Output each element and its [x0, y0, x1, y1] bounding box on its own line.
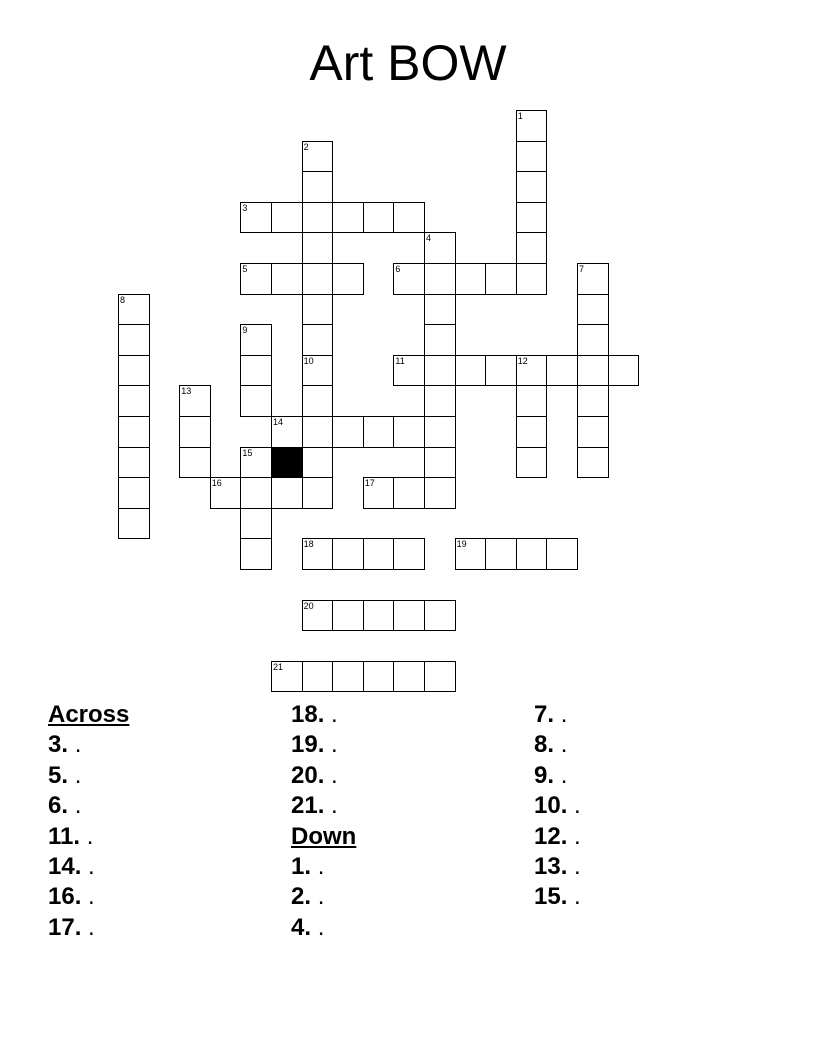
- clue-text: .: [74, 731, 82, 759]
- grid-cell[interactable]: [546, 355, 578, 387]
- clue-section-header: Down: [291, 822, 357, 850]
- clue-text: .: [574, 883, 581, 911]
- grid-cell[interactable]: [485, 355, 517, 387]
- grid-cell[interactable]: [516, 538, 548, 570]
- clue-number: 21.: [291, 792, 332, 820]
- grid-cell[interactable]: [577, 263, 609, 295]
- clue-item: [291, 791, 356, 821]
- clues-column-2: [291, 700, 356, 943]
- cell-number: 5: [242, 264, 248, 274]
- grid-cell[interactable]: [240, 508, 272, 540]
- clue-item: [291, 852, 356, 882]
- clue-text: .: [317, 883, 325, 911]
- cell-number: 19: [456, 539, 467, 550]
- grid-cell[interactable]: [424, 355, 456, 387]
- grid-cell[interactable]: [332, 202, 364, 234]
- clue-text: .: [88, 913, 95, 941]
- grid-cell[interactable]: [302, 538, 334, 570]
- grid-cell[interactable]: [118, 508, 150, 540]
- grid-cell[interactable]: [516, 202, 548, 234]
- grid-cell[interactable]: [302, 324, 334, 356]
- clue-number: 2.: [291, 883, 318, 911]
- grid-cell[interactable]: [271, 477, 303, 509]
- clue-text: .: [331, 792, 338, 820]
- grid-cell[interactable]: [302, 263, 334, 295]
- clue-item: [534, 730, 581, 760]
- grid-cell[interactable]: [332, 661, 364, 693]
- clue-number: 9.: [534, 761, 561, 789]
- grid-cell[interactable]: [455, 538, 487, 570]
- grid-cell[interactable]: [393, 355, 425, 387]
- clue-item: [48, 822, 129, 852]
- clue-text: .: [74, 761, 82, 789]
- grid-cell[interactable]: [332, 263, 364, 295]
- grid-cell[interactable]: [393, 477, 425, 509]
- cell-number: 18: [303, 539, 314, 550]
- grid-cell[interactable]: [363, 477, 395, 509]
- grid-cell[interactable]: [516, 141, 548, 173]
- grid-cell[interactable]: [455, 355, 487, 387]
- grid-cell[interactable]: [424, 263, 456, 295]
- cell-number: 12: [517, 355, 528, 366]
- grid-cell[interactable]: [363, 416, 395, 448]
- grid-cell[interactable]: [577, 416, 609, 448]
- grid-cell[interactable]: [455, 263, 487, 295]
- grid-cell[interactable]: [424, 477, 456, 509]
- clue-item: [534, 700, 581, 730]
- clue-number: 18.: [291, 701, 332, 728]
- grid-cell[interactable]: [302, 600, 334, 632]
- grid-cell[interactable]: [393, 600, 425, 632]
- grid-cell[interactable]: [240, 263, 272, 295]
- clue-number: 13.: [534, 852, 575, 880]
- clues-column-3: [534, 700, 581, 913]
- clue-text: .: [86, 822, 94, 850]
- clue-number: 3.: [48, 731, 75, 759]
- grid-cell[interactable]: [271, 263, 303, 295]
- cell-number: 7: [579, 264, 585, 274]
- cell-number: 4: [426, 233, 432, 244]
- puzzle-title: Art BOW: [309, 35, 507, 91]
- cell-number: 21: [273, 661, 284, 672]
- grid-cell[interactable]: [393, 416, 425, 448]
- grid-cell[interactable]: [332, 538, 364, 570]
- clue-item: [534, 882, 581, 912]
- clues-column-1: [48, 700, 129, 943]
- clue-text: .: [88, 852, 95, 880]
- cell-number: 13: [181, 386, 192, 397]
- grid-cell[interactable]: [516, 171, 548, 203]
- clue-text: .: [574, 822, 581, 850]
- grid-cell[interactable]: [424, 416, 456, 448]
- clue-item: [291, 761, 356, 791]
- clue-item: [48, 852, 129, 882]
- grid-cell[interactable]: [179, 416, 211, 448]
- clue-text: .: [88, 883, 95, 911]
- clue-number: 17.: [48, 913, 89, 941]
- grid-cell[interactable]: [516, 110, 548, 142]
- grid-cell[interactable]: [516, 385, 548, 417]
- grid-cell[interactable]: [424, 385, 456, 417]
- cell-number: 14: [273, 417, 284, 427]
- grid-cell[interactable]: [302, 661, 334, 693]
- clue-number: 12.: [534, 822, 575, 850]
- grid-cell[interactable]: [302, 355, 334, 387]
- grid-cell[interactable]: [424, 324, 456, 356]
- clue-item: [534, 852, 581, 882]
- grid-cell[interactable]: [577, 355, 609, 387]
- grid-cell[interactable]: [179, 447, 211, 479]
- cell-number: 1: [517, 111, 523, 121]
- clue-text: .: [560, 761, 568, 789]
- grid-cell[interactable]: [608, 355, 640, 387]
- grid-cell[interactable]: [302, 416, 334, 448]
- clue-item: [48, 913, 129, 943]
- clue-item: [291, 700, 356, 730]
- grid-cell[interactable]: [332, 600, 364, 632]
- cell-number: 10: [303, 355, 314, 366]
- clue-text: .: [74, 792, 82, 820]
- grid-cell[interactable]: [240, 385, 272, 417]
- clue-text: .: [331, 701, 338, 728]
- cell-number: 3: [242, 202, 248, 213]
- clue-text: .: [331, 761, 338, 789]
- grid-cell[interactable]: [179, 385, 211, 417]
- clue-number: 14.: [48, 852, 89, 880]
- grid-cell[interactable]: [424, 294, 456, 326]
- grid-cell[interactable]: [424, 661, 456, 693]
- clue-text: .: [574, 852, 581, 880]
- grid-cell[interactable]: [516, 263, 548, 295]
- cell-number: 11: [395, 355, 405, 366]
- grid-cell[interactable]: [577, 385, 609, 417]
- clue-section-header: Across: [48, 701, 130, 728]
- grid-cell[interactable]: [118, 324, 150, 356]
- grid-cell[interactable]: [302, 141, 334, 173]
- clue-number: 19.: [291, 731, 332, 759]
- clue-number: 6.: [48, 792, 75, 820]
- grid-cell[interactable]: [424, 600, 456, 632]
- clue-item: [48, 730, 129, 760]
- grid-cell[interactable]: [118, 355, 150, 387]
- grid-cell[interactable]: [302, 202, 334, 234]
- grid-cell[interactable]: [516, 355, 548, 387]
- grid-cell[interactable]: [363, 538, 395, 570]
- grid-cell[interactable]: [577, 447, 609, 479]
- cell-number: 9: [242, 325, 248, 336]
- grid-cell[interactable]: [393, 202, 425, 234]
- clue-number: 10.: [534, 792, 575, 820]
- clue-item: [48, 882, 129, 912]
- cell-number: 8: [120, 294, 126, 305]
- grid-cell[interactable]: [271, 416, 303, 448]
- clue-number: 7.: [534, 701, 561, 728]
- clue-number: 20.: [291, 761, 332, 789]
- clue-text: .: [331, 731, 338, 759]
- grid-cell[interactable]: [485, 263, 517, 295]
- grid-cell[interactable]: [118, 416, 150, 448]
- cell-number: 17: [364, 478, 375, 489]
- grid-cell[interactable]: [516, 416, 548, 448]
- grid-cell[interactable]: [240, 538, 272, 570]
- grid-cell[interactable]: [118, 477, 150, 509]
- grid-cell[interactable]: [363, 661, 395, 693]
- grid-cell[interactable]: [118, 294, 150, 326]
- grid-cell[interactable]: [302, 447, 334, 479]
- grid-cell[interactable]: [240, 202, 272, 234]
- clue-item: [48, 791, 129, 821]
- grid-cell[interactable]: [577, 294, 609, 326]
- clue-text: .: [560, 701, 568, 728]
- clue-text: .: [560, 731, 568, 759]
- grid-cell[interactable]: [240, 324, 272, 356]
- cell-number: 20: [303, 600, 314, 611]
- grid-cell[interactable]: [271, 661, 303, 693]
- clue-item: [291, 882, 356, 912]
- clue-text: .: [574, 792, 581, 820]
- clue-number: 5.: [48, 761, 75, 789]
- grid-cell[interactable]: [393, 661, 425, 693]
- grid-cell[interactable]: [302, 171, 334, 203]
- clue-item: [291, 730, 356, 760]
- grid-cell[interactable]: [546, 538, 578, 570]
- grid-cell[interactable]: [118, 385, 150, 417]
- clue-text: .: [317, 913, 325, 941]
- grid-cell[interactable]: [302, 385, 334, 417]
- clue-number: 1.: [291, 852, 318, 880]
- clue-item: [534, 791, 581, 821]
- clue-item: [48, 761, 129, 791]
- clue-item: [291, 913, 356, 943]
- clue-item: [534, 822, 581, 852]
- cell-number: 2: [303, 141, 309, 152]
- grid-cell[interactable]: [302, 477, 334, 509]
- grid-cell[interactable]: [363, 202, 395, 234]
- grid-cell[interactable]: [271, 202, 303, 234]
- grid-cell[interactable]: [424, 232, 456, 264]
- clue-number: 8.: [534, 731, 561, 759]
- grid-cell[interactable]: [332, 416, 364, 448]
- clue-number: 4.: [291, 913, 318, 941]
- grid-cell[interactable]: [485, 538, 517, 570]
- grid-cell[interactable]: [118, 447, 150, 479]
- grid-cell-black: [271, 447, 303, 479]
- grid-cell[interactable]: [424, 447, 456, 479]
- grid-cell[interactable]: [210, 477, 242, 509]
- grid-cell[interactable]: [393, 263, 425, 295]
- grid-cell[interactable]: [240, 447, 272, 479]
- grid-cell[interactable]: [240, 355, 272, 387]
- clue-number: 15.: [534, 883, 575, 911]
- grid-cell[interactable]: [363, 600, 395, 632]
- clue-number: 11.: [48, 822, 87, 850]
- grid-cell[interactable]: [393, 538, 425, 570]
- grid-cell[interactable]: [516, 232, 548, 264]
- cell-number: 16: [211, 478, 222, 489]
- grid-cell[interactable]: [577, 324, 609, 356]
- grid-cell[interactable]: [516, 447, 548, 479]
- clue-text: .: [317, 852, 325, 880]
- grid-cell[interactable]: [240, 477, 272, 509]
- cell-number: 6: [395, 264, 401, 274]
- grid-cell[interactable]: [302, 232, 334, 264]
- cell-number: 15: [242, 447, 253, 458]
- grid-cell[interactable]: [302, 294, 334, 326]
- clue-number: 16.: [48, 883, 89, 911]
- clue-item: [534, 761, 581, 791]
